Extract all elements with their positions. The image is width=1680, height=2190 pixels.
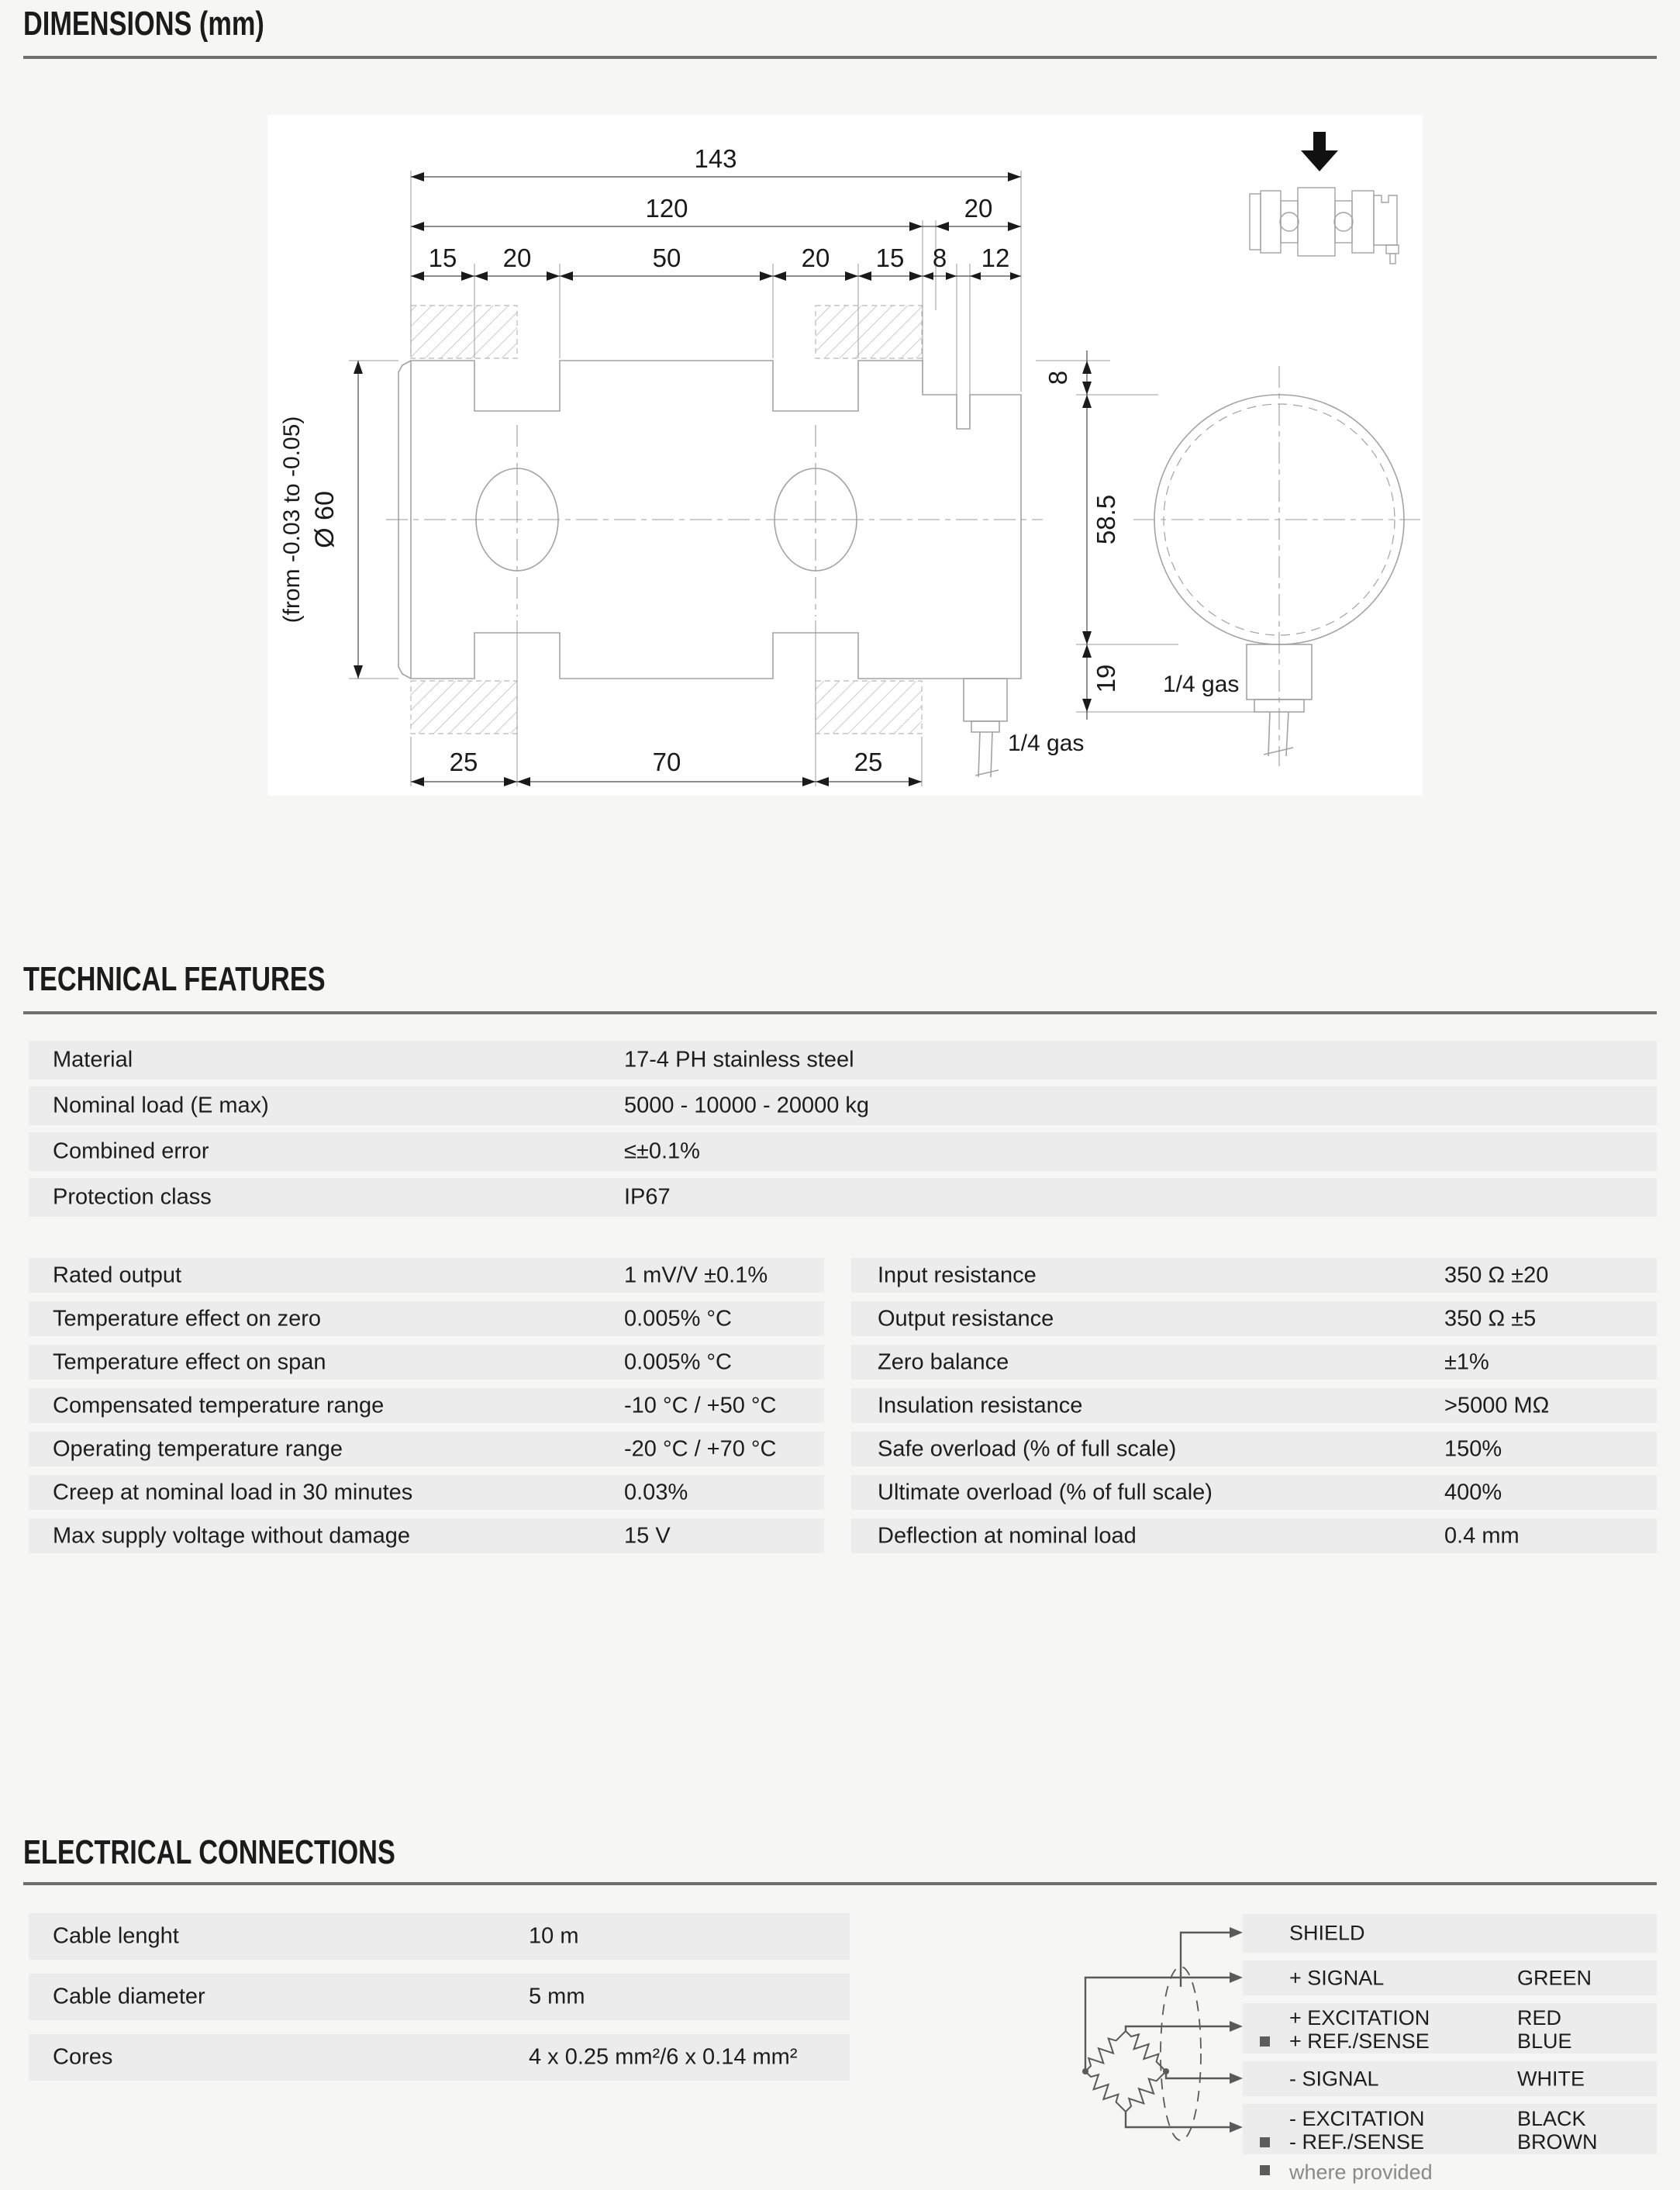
spec-value: 150% <box>1444 1436 1502 1461</box>
spec-value: 0.005% °C <box>624 1349 732 1374</box>
table-row <box>29 1132 1657 1171</box>
wire-label: - EXCITATION <box>1289 2107 1425 2130</box>
spec-label: Protection class <box>53 1184 212 1210</box>
section-title-dimensions: DIMENSIONS (mm) <box>23 5 264 43</box>
table-row <box>851 1475 1657 1510</box>
table-row <box>29 1086 1657 1125</box>
table-row <box>29 1913 850 1960</box>
spec-label: Material <box>53 1047 133 1073</box>
wire-color: WHITE <box>1517 2067 1585 2090</box>
table-row <box>29 1388 824 1423</box>
wiring-row-shield <box>1243 1914 1657 1953</box>
dim-120: 120 <box>645 194 688 223</box>
table-row <box>851 1301 1657 1336</box>
spec-value: 5 mm <box>529 1984 585 2009</box>
wiring-arrows <box>1082 1927 1243 2133</box>
dimensions-drawing-panel <box>267 115 1423 796</box>
spec-label: Operating temperature range <box>53 1436 343 1461</box>
spec-label: Temperature effect on span <box>53 1349 326 1374</box>
wire-color: GREEN <box>1517 1966 1592 1989</box>
wire-label: SHIELD <box>1289 1921 1365 1945</box>
dim-20-top: 20 <box>964 194 993 223</box>
dim-25b: 25 <box>854 748 883 776</box>
section-divider <box>23 1011 1657 1014</box>
table-row <box>29 1301 824 1336</box>
spec-value: 15 V <box>624 1523 671 1548</box>
table-row <box>29 1178 1657 1217</box>
spec-value: 350 Ω ±5 <box>1444 1306 1537 1331</box>
spec-value: 0.03% <box>624 1480 688 1504</box>
wire-label: - SIGNAL <box>1289 2067 1379 2090</box>
spec-value: 0.4 mm <box>1444 1523 1520 1548</box>
table-row <box>29 1432 824 1466</box>
table-row <box>851 1388 1657 1423</box>
cable-ellipse <box>1161 1967 1201 2140</box>
table-row <box>29 1041 1657 1079</box>
dim-19: 19 <box>1092 664 1120 693</box>
spec-label: Ultimate overload (% of full scale) <box>878 1480 1213 1504</box>
load-cell-technical-drawing <box>267 115 1423 796</box>
section-title-electrical: ELECTRICAL CONNECTIONS <box>23 1833 395 1871</box>
spec-value: ±1% <box>1444 1349 1489 1374</box>
dim-50: 50 <box>652 244 681 272</box>
spec-value: IP67 <box>624 1184 671 1210</box>
wiring-row-pos-excitation <box>1243 2003 1657 2054</box>
dim-143: 143 <box>694 144 737 173</box>
table-row <box>29 1345 824 1380</box>
spec-value: 1 mV/V ±0.1% <box>624 1263 768 1287</box>
table-row <box>851 1518 1657 1553</box>
label-quarter-gas-end: 1/4 gas <box>1163 672 1240 697</box>
wire-label: - REF./SENSE <box>1289 2130 1425 2154</box>
section-divider <box>23 56 1657 59</box>
spec-label: Input resistance <box>878 1263 1037 1287</box>
wire-color: RED <box>1517 2006 1562 2029</box>
spec-value: ≤±0.1% <box>624 1138 700 1164</box>
spec-label: Compensated temperature range <box>53 1393 385 1418</box>
spec-label: Combined error <box>53 1138 209 1164</box>
dim-8-top: 8 <box>932 244 947 272</box>
wiring-row-neg-excitation <box>1243 2104 1657 2154</box>
section-divider <box>23 1882 1657 1885</box>
ref-sense-marker <box>1260 2036 1270 2047</box>
dim-tolerance: (from -0.03 to -0.05) <box>279 416 305 623</box>
dim-15b: 15 <box>875 244 905 272</box>
spec-value: 5000 - 10000 - 20000 kg <box>624 1093 870 1118</box>
table-row <box>29 1518 824 1553</box>
dim-58-5: 58.5 <box>1092 494 1120 545</box>
ref-sense-marker <box>1260 2137 1270 2147</box>
spec-label: Safe overload (% of full scale) <box>878 1436 1177 1461</box>
spec-label: Cable lenght <box>53 1923 179 1949</box>
footnote-text: where provided <box>1289 2161 1433 2184</box>
spec-label: Temperature effect on zero <box>53 1306 322 1331</box>
spec-label: Creep at nominal load in 30 minutes <box>53 1480 413 1504</box>
spec-value: 4 x 0.25 mm²/6 x 0.14 mm² <box>529 2044 798 2070</box>
dim-25a: 25 <box>449 748 478 776</box>
table-row <box>851 1432 1657 1466</box>
spec-label: Zero balance <box>878 1349 1009 1374</box>
wire-color: BLACK <box>1517 2107 1586 2130</box>
bridge-resistors <box>1081 2026 1171 2117</box>
spec-value: 350 Ω ±20 <box>1444 1263 1549 1287</box>
section-title-technical: TECHNICAL FEATURES <box>23 960 326 998</box>
spec-label: Rated output <box>53 1263 182 1287</box>
wire-color: BROWN <box>1517 2130 1598 2154</box>
wheatstone-bridge-diagram <box>1031 1892 1248 2190</box>
spec-value: >5000 MΩ <box>1444 1393 1550 1418</box>
table-row <box>29 1475 824 1510</box>
wire-label: + EXCITATION <box>1289 2006 1430 2029</box>
spec-value: 10 m <box>529 1923 579 1949</box>
wiring-row-pos-signal <box>1243 1960 1657 1995</box>
wiring-row-neg-signal <box>1243 2061 1657 2096</box>
wire-label: + SIGNAL <box>1289 1966 1385 1989</box>
dim-8-right: 8 <box>1044 370 1072 385</box>
dim-70: 70 <box>652 748 681 776</box>
table-row <box>29 2034 850 2081</box>
load-direction-icon <box>1250 132 1399 264</box>
spec-value: 400% <box>1444 1480 1502 1504</box>
dim-12: 12 <box>981 244 1010 272</box>
table-row <box>851 1345 1657 1380</box>
table-row <box>851 1258 1657 1293</box>
dim-20b: 20 <box>801 244 830 272</box>
dim-15a: 15 <box>428 244 457 272</box>
spec-value: -20 °C / +70 °C <box>624 1436 777 1461</box>
table-row <box>29 1974 850 2020</box>
spec-value: 17-4 PH stainless steel <box>624 1047 854 1073</box>
wire-color: BLUE <box>1517 2029 1572 2053</box>
spec-label: Nominal load (E max) <box>53 1093 269 1118</box>
spec-label: Deflection at nominal load <box>878 1523 1137 1548</box>
spec-label: Max supply voltage without damage <box>53 1523 411 1548</box>
dim-diameter-60: Ø 60 <box>310 491 340 548</box>
spec-label: Cores <box>53 2044 113 2070</box>
footnote-marker <box>1260 2165 1270 2175</box>
dim-20a: 20 <box>502 244 532 272</box>
spec-value: -10 °C / +50 °C <box>624 1393 777 1418</box>
spec-label: Cable diameter <box>53 1984 205 2009</box>
label-quarter-gas-side: 1/4 gas <box>1008 731 1085 756</box>
spec-label: Output resistance <box>878 1306 1054 1331</box>
spec-value: 0.005% °C <box>624 1306 732 1331</box>
spec-label: Insulation resistance <box>878 1393 1083 1418</box>
wire-label: + REF./SENSE <box>1289 2029 1430 2053</box>
table-row <box>29 1258 824 1293</box>
